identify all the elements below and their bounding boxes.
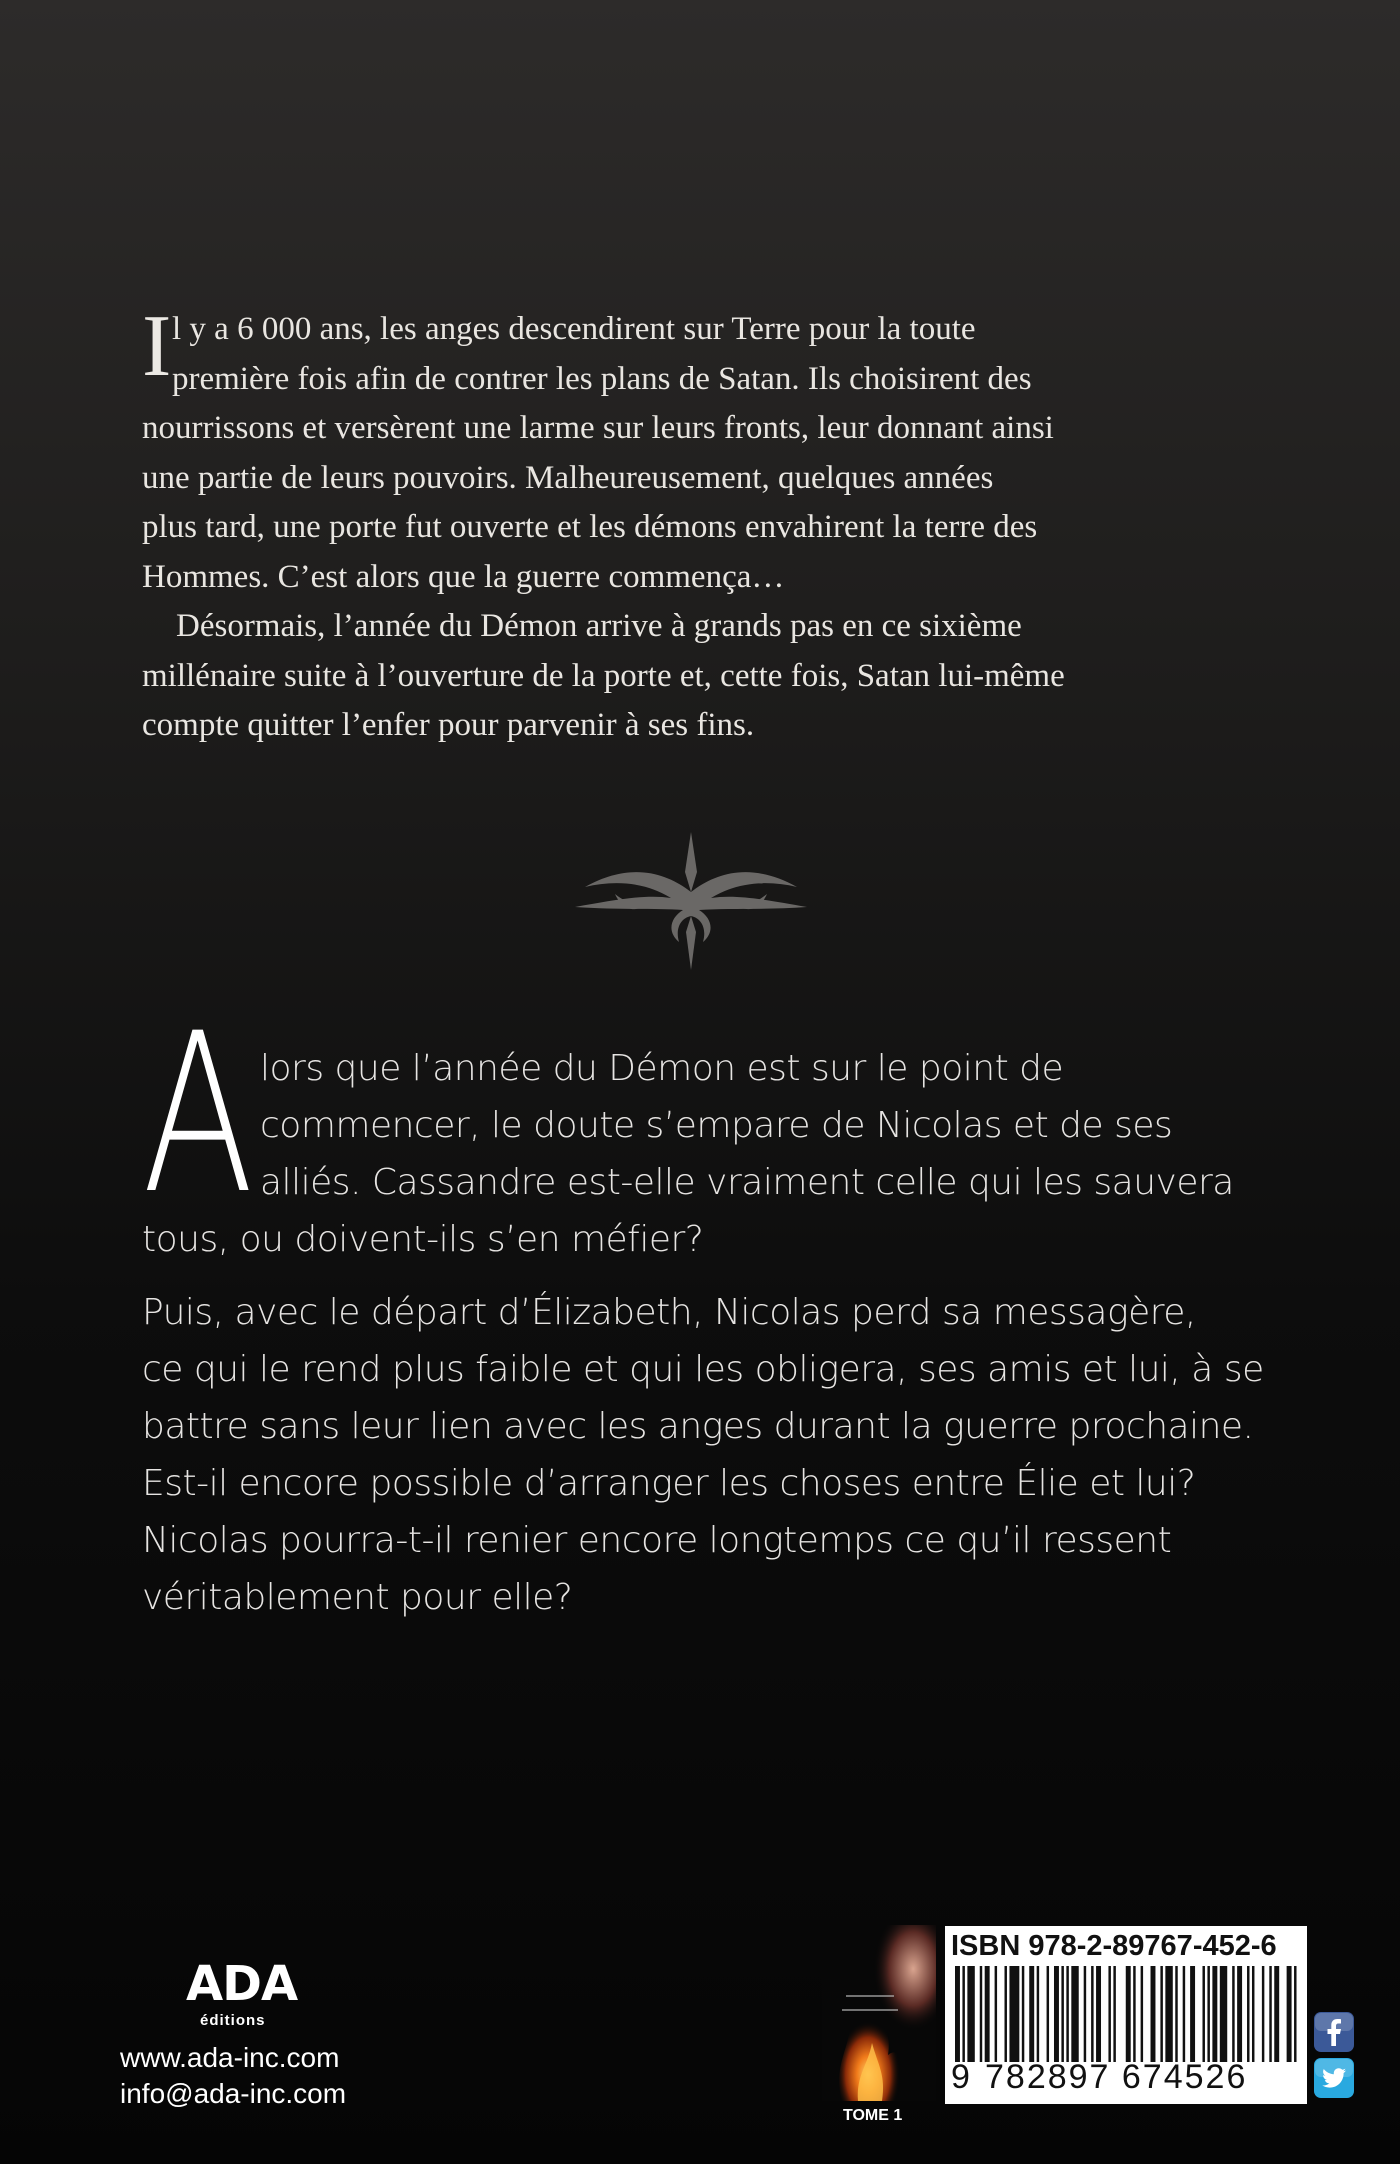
isbn-digits-rest: 782897 674526 <box>985 2058 1248 2096</box>
barcode-bar <box>1232 1966 1234 2062</box>
summary-line: commencer, le doute s’empare de Nicolas et de ses <box>260 1105 1173 1146</box>
barcode-bar <box>1047 1966 1049 2062</box>
isbn-digit-first: 9 <box>951 2058 972 2096</box>
intro-line: l y a 6 000 ans, les anges descendirent sur Terre pour la toute <box>172 311 976 347</box>
previous-volume-caption: TOME 1 <box>843 2107 903 2124</box>
barcode-bar <box>1096 1966 1101 2062</box>
svg-text:A: A <box>142 986 254 1242</box>
barcode-bar <box>1212 1966 1217 2062</box>
barcode-bar <box>1126 1966 1131 2062</box>
barcode-bar <box>1175 1966 1177 2062</box>
barcode-bar <box>1022 1966 1024 2062</box>
summary-line: véritablement pour elle? <box>142 1577 573 1618</box>
barcode-bar <box>962 1966 964 2062</box>
cover-art-image <box>822 1925 936 2101</box>
isbn-barcode-box <box>945 1926 1307 2104</box>
barcode-image <box>949 1966 1305 2062</box>
summary-line: battre sans leur lien avec les anges durant la guerre prochaine. <box>142 1406 1254 1447</box>
barcode-bar <box>995 1966 997 2062</box>
barcode-bar <box>1262 1966 1264 2062</box>
barcode-bar <box>1165 1966 1172 2062</box>
barcode-bar <box>1141 1966 1143 2062</box>
facebook-icon[interactable] <box>1314 2012 1354 2052</box>
summary-text <box>142 1040 1272 1626</box>
barcode-bar <box>1108 1966 1110 2062</box>
barcode-bar <box>1207 1966 1209 2062</box>
barcode-bar <box>1190 1966 1195 2062</box>
intro-line: Désormais, l’année du Démon arrive à grands pas en ce sixième <box>176 608 1022 644</box>
publisher-contact <box>120 2040 346 2112</box>
barcode-bar <box>1202 1966 1204 2062</box>
summary-line: ce qui le rend plus faible et qui les obligera, ses amis et lui, à se <box>142 1349 1264 1390</box>
barcode-bar <box>1091 1966 1093 2062</box>
barcode-bar <box>1004 1966 1006 2062</box>
summary-line: tous, ou doivent-ils s’en méfier? <box>142 1219 704 1260</box>
intro-dropcap: I <box>142 298 172 395</box>
intro-line: nourrissons et versèrent une larme sur leurs fronts, leur donnant ainsi <box>142 410 1054 446</box>
publisher-website-link[interactable]: www.ada-inc.com <box>120 2042 340 2073</box>
isbn-label: ISBN 978-2-89767-452-6 <box>951 1930 1277 1962</box>
barcode-bar <box>985 1966 990 2062</box>
barcode-bar <box>1066 1966 1068 2062</box>
barcode-bar <box>967 1966 974 2062</box>
barcode-bar <box>1220 1966 1227 2062</box>
barcode-bar <box>1160 1966 1162 2062</box>
summary-line: Nicolas pourra-t-il renier encore longtemps ce qu’il ressent <box>142 1520 1172 1561</box>
summary-line: Est-il encore possible d’arranger les choses entre Élie et lui? <box>142 1463 1196 1504</box>
barcode-bar <box>1183 1966 1185 2062</box>
tribal-ornament-icon <box>575 832 807 970</box>
barcode-bar <box>1029 1966 1034 2062</box>
barcode-bar <box>1287 1966 1292 2062</box>
barcode-bar <box>1247 1966 1249 2062</box>
intro-line: Hommes. C’est alors que la guerre commença… <box>142 558 785 595</box>
intro-line: millénaire suite à l’ouverture de la porte et, cette fois, Satan lui-même <box>142 657 1065 694</box>
intro-line: plus tard, une porte fut ouverte et les démons envahirent la terre des <box>142 509 1038 545</box>
summary-line: Puis, avec le départ d’Élizabeth, Nicolas perd sa messagère, <box>142 1292 1196 1333</box>
barcode-bar <box>1237 1966 1242 2062</box>
barcode-bar <box>1071 1966 1078 2062</box>
barcode-bar <box>1061 1966 1063 2062</box>
barcode-bar <box>1269 1966 1271 2062</box>
summary-line: alliés. Cassandre est-elle vraiment celle qui les sauvera <box>260 1162 1234 1203</box>
barcode-bar <box>1151 1966 1156 2062</box>
barcode-bar <box>1294 1966 1296 2062</box>
barcode-bar <box>1084 1966 1086 2062</box>
barcode-bar <box>1113 1966 1115 2062</box>
barcode-bar <box>1037 1966 1039 2062</box>
barcode-bar <box>980 1966 982 2062</box>
barcode-bar <box>955 1966 960 2062</box>
intro-text <box>142 298 1162 751</box>
barcode-bar <box>1054 1966 1059 2062</box>
publisher-email-link[interactable]: info@ada-inc.com <box>120 2078 347 2109</box>
intro-line: première fois afin de contrer les plans de Satan. Ils choisirent des <box>172 360 1032 397</box>
barcode-bar <box>1133 1966 1135 2062</box>
intro-line: une partie de leurs pouvoirs. Malheureusement, quelques années <box>142 459 994 496</box>
summary-line: lors que l’année du Démon est sur le point de <box>260 1048 1064 1089</box>
intro-line: compte quitter l’enfer pour parvenir à ses fins. <box>142 707 755 743</box>
twitter-icon[interactable] <box>1314 2058 1354 2098</box>
barcode-bar <box>1252 1966 1254 2062</box>
publisher-logo: ADA <box>186 1956 298 2012</box>
barcode-bar <box>1009 1966 1019 2062</box>
barcode-bar <box>1274 1966 1279 2062</box>
publisher-logo-sub: éditions <box>200 2012 266 2029</box>
previous-volume-cover <box>822 1925 936 2101</box>
